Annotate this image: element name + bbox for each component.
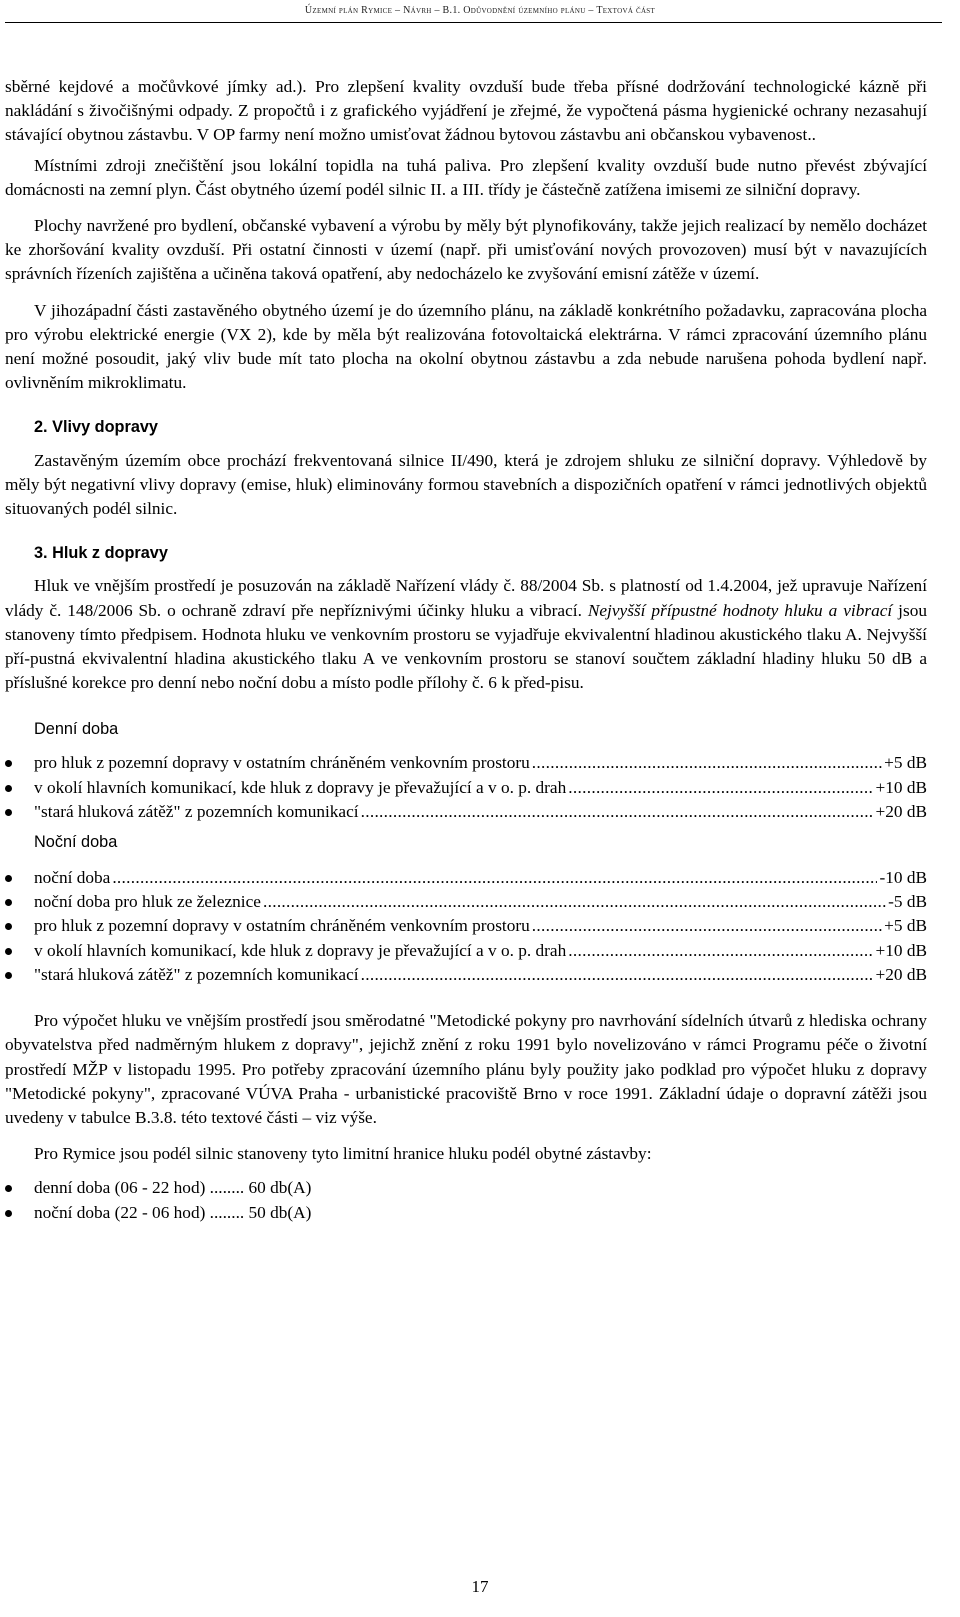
list-item <box>5 866 927 890</box>
paragraph-7: Pro výpočet hluku ve vnějším prostředí jsou směrodatné "Metodické pokyny pro navrhování sídelních útvarů z hlediska ochrany obyvatelstva před nadměrným hlukem z dopravy", jejichž znění z roku 1991 bylo novelizováno v rámci Programu péče o životní prostředí MŽP v listopadu 1995. Pro potřeby zpracování územního plánu byly použity jako podklad pro výpočet hluku z dopravy "Metodické pokyny", zpracované VÚVA Praha - urbanistické pracoviště Brno v roce 1991. Základní údaje o dopravní zátěži jsou uvedeny v tabulce B.3.8. této textové části – viz výše. <box>5 1011 927 1127</box>
list-item-text: pro hluk z pozemní dopravy v ostatním chráněném venkovním prostoru <box>34 753 530 773</box>
paragraph-5: Zastavěným územím obce prochází frekventovaná silnice II/490, která je zdrojem shluku ze silniční dopravy. Výhledově by měly být negativní vlivy dopravy (emise, hluk) eliminovány formou stavebních a dispozičních opatření v rámci jednotlivých objektů situovaných podél silnic. <box>5 450 927 519</box>
list-item-text: pro hluk z pozemní dopravy v ostatním chráněném venkovním prostoru <box>34 916 530 936</box>
page-content <box>5 75 927 1225</box>
bullet-icon <box>5 785 12 792</box>
dot-leader <box>532 751 882 775</box>
list-item-value: +5 dB <box>884 753 927 773</box>
bullet-icon <box>5 875 12 882</box>
dot-leader <box>568 939 873 963</box>
list-item <box>5 939 927 963</box>
list-item-text: noční doba pro hluk ze železnice <box>34 892 261 912</box>
bullet-icon <box>5 972 12 979</box>
day-heading: Denní doba <box>34 720 119 739</box>
list-item-text: v okolí hlavních komunikací, kde hluk z dopravy je převažující a v o. p. drah <box>34 777 567 797</box>
list-item-text: denní doba (06 - 22 hod) ........ 60 db(A) <box>34 1178 312 1198</box>
dot-leader <box>361 963 874 987</box>
bullet-icon <box>5 899 12 906</box>
list-item-text: "stará hluková zátěž" z pozemních komunikací <box>34 801 359 821</box>
list-item-text: v okolí hlavních komunikací, kde hluk z dopravy je převažující a v o. p. drah <box>34 940 567 960</box>
list-item <box>5 800 927 824</box>
dot-leader <box>263 890 886 914</box>
bullet-icon <box>5 923 12 930</box>
dot-leader <box>361 800 874 824</box>
dot-leader <box>532 914 882 938</box>
paragraph-8: Pro Rymice jsou podél silnic stanoveny tyto limitní hranice hluku podél obytné zástavby: <box>34 1144 652 1164</box>
list-item-value: -5 dB <box>888 892 927 912</box>
paragraph-6-end: jsou stanoveny tímto předpisem. Hodnota hluku ve venkovním prostoru se vyjadřuje ekvivalentní hladinou akustického tlaku A. Nejvyšší pří-pustná ekvivalentní hladina akustického tlaku A ve venkovním prostoru se stanoví součtem základní hladiny hluku 50 dB a příslušné korekce pro denní nebo noční dobu a místo podle přílohy č. 6 k před-pisu. <box>5 600 927 693</box>
section-heading-vlivy-dopravy: 2. Vlivy dopravy <box>34 418 158 437</box>
list-item <box>5 776 927 800</box>
paragraph-1: sběrné kejdové a močůvkové jímky ad.). Pro zlepšení kvality ovzduší bude třeba přísné dodržování technologické kázně při nakládání s živočišnými odpady. Z propočtů i z grafického vyjádření je zřejmé, že vypočtená pásma hygienické ochrany nezasahují stávající obytnou zástavbu. V OP farmy není možno umisťovat žádnou bytovou zástavbu ani občanskou vybavenost.. <box>5 77 927 145</box>
section-heading-hluk-z-dopravy: 3. Hluk z dopravy <box>34 544 168 563</box>
limits-list <box>5 1176 927 1224</box>
night-list <box>5 866 927 987</box>
bullet-icon <box>5 760 12 767</box>
list-item-value: +5 dB <box>884 916 927 936</box>
paragraph-3: Plochy navržené pro bydlení, občanské vybavení a výrobu by měly být plynofikovány, takže jejich realizací by nemělo docházet ke zhoršování kvality ovzduší. Při ostatní činnosti v území (např. při umisťování nových provozoven) musí být v navazujících správních řízeních zajištěna a učiněna taková opatření, aby nedocházelo ke zvyšování emisní zátěže v území. <box>5 216 927 284</box>
list-item-text: noční doba (22 - 06 hod) ........ 50 db(A) <box>34 1202 312 1222</box>
list-item-text: "stará hluková zátěž" z pozemních komunikací <box>34 964 359 984</box>
list-item <box>5 914 927 938</box>
dot-leader <box>568 776 873 800</box>
list-item-value: +10 dB <box>875 940 927 960</box>
list-item-value: -10 dB <box>879 868 927 888</box>
bullet-icon <box>5 809 12 816</box>
night-heading: Noční doba <box>34 833 118 852</box>
running-header: Územní plán Rymice – Návrh – B.1. Odůvodnění územního plánu – Textová část <box>304 5 656 16</box>
list-item-value: +20 dB <box>875 801 927 821</box>
paragraph-2: Místními zdroji znečištění jsou lokální topidla na tuhá paliva. Pro zlepšení kvality ovzduší bude nutno převést zbývající domácnosti na zemní plyn. Část obytného území podél silnic II. a III. třídy je částečně zatížena imisemi ze silniční dopravy. <box>5 155 927 199</box>
list-item <box>5 1176 927 1200</box>
day-list <box>5 751 927 824</box>
dot-leader <box>112 866 877 890</box>
page-number: 17 <box>471 1577 489 1596</box>
list-item <box>5 890 927 914</box>
header-rule <box>5 22 942 23</box>
list-item-text: noční doba <box>34 868 111 888</box>
paragraph-6-italic: Nejvyšší přípustné hodnoty hluku a vibrací <box>587 600 893 620</box>
list-item-value: +10 dB <box>875 777 927 797</box>
list-item <box>5 1201 927 1225</box>
paragraph-6-start: Hluk ve vnějším prostředí je posuzován na základě Nařízení vlády č. 88/2004 Sb. s platností od 1.4.2004, jež upravuje Nařízení vlády č. 148/2006 Sb. o ochraně zdraví pře nepříznivými účinky hluku a vibrací. <box>5 576 927 620</box>
bullet-icon <box>5 1185 12 1192</box>
list-item <box>5 751 927 775</box>
list-item-value: +20 dB <box>875 964 927 984</box>
bullet-icon <box>5 1210 12 1217</box>
bullet-icon <box>5 948 12 955</box>
list-item <box>5 963 927 987</box>
paragraph-6 <box>5 574 927 695</box>
paragraph-4: V jihozápadní části zastavěného obytného území je do územního plánu, na základě konkrétního požadavku, zapracována plocha pro výrobu elektrické energie (VX 2), kde by měla být realizována fotovoltaická elektrárna. V rámci zpracování územního plánu není možné posoudit, jaký vliv bude mít tato plocha na okolní obytnou zástavbu a zda nebude narušena pohoda bydlení např. ovlivněním mikroklimatu. <box>5 300 927 393</box>
